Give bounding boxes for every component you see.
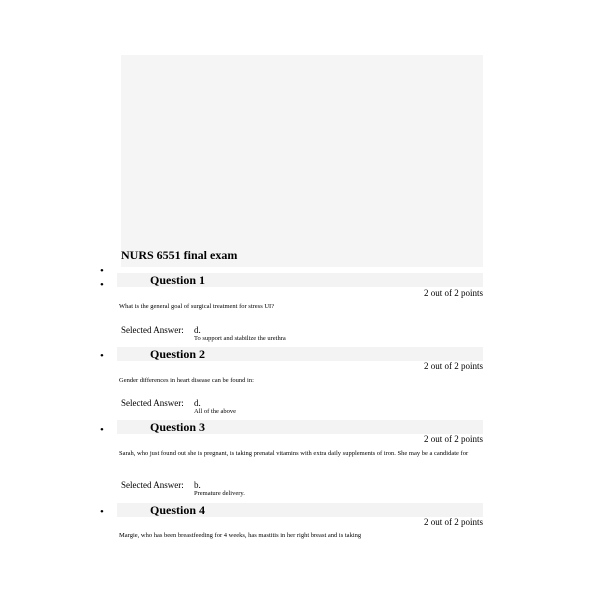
list-bullet: • bbox=[100, 279, 104, 291]
empty-list-bullet: • bbox=[100, 265, 104, 277]
question-3-text: Sarah, who just found out she is pregnant, is taking prenatal vitamins with extra daily supplements of iron. She may be a candidate for bbox=[119, 450, 469, 457]
question-1-text: What is the general goal of surgical treatment for stress UI? bbox=[119, 303, 275, 310]
question-4-text: Margie, who has been breastfeeding for 4 weeks, has mastitis in her right breast and is taking bbox=[119, 532, 362, 539]
question-2-title: Question 2 bbox=[150, 347, 206, 361]
question-3-answer-letter: b. bbox=[194, 480, 201, 490]
question-1-points: 2 out of 2 points bbox=[423, 288, 483, 298]
question-1-answer-text: To support and stabilize the urethra bbox=[194, 335, 286, 342]
question-1-answer-letter: d. bbox=[194, 325, 201, 335]
question-4-title: Question 4 bbox=[150, 503, 206, 517]
question-3-points: 2 out of 2 points bbox=[423, 434, 483, 444]
question-1-answer-label: Selected Answer: bbox=[121, 325, 184, 335]
question-3-answer-label: Selected Answer: bbox=[121, 480, 184, 490]
question-4-points: 2 out of 2 points bbox=[423, 517, 483, 527]
question-2-answer-text: All of the above bbox=[194, 408, 237, 415]
question-2-text: Gender differences in heart disease can be found in: bbox=[119, 377, 254, 384]
list-bullet: • bbox=[100, 506, 104, 518]
image-placeholder bbox=[121, 55, 483, 267]
question-2-answer-label: Selected Answer: bbox=[121, 398, 184, 408]
list-bullet: • bbox=[100, 424, 104, 436]
page-title: NURS 6551 final exam bbox=[121, 248, 238, 262]
question-2-answer-letter: d. bbox=[194, 398, 201, 408]
question-1-title: Question 1 bbox=[150, 273, 206, 287]
question-2-points: 2 out of 2 points bbox=[423, 361, 483, 371]
question-3-answer-text: Premature delivery. bbox=[194, 490, 245, 497]
question-3-title: Question 3 bbox=[150, 420, 206, 434]
list-bullet: • bbox=[100, 350, 104, 362]
